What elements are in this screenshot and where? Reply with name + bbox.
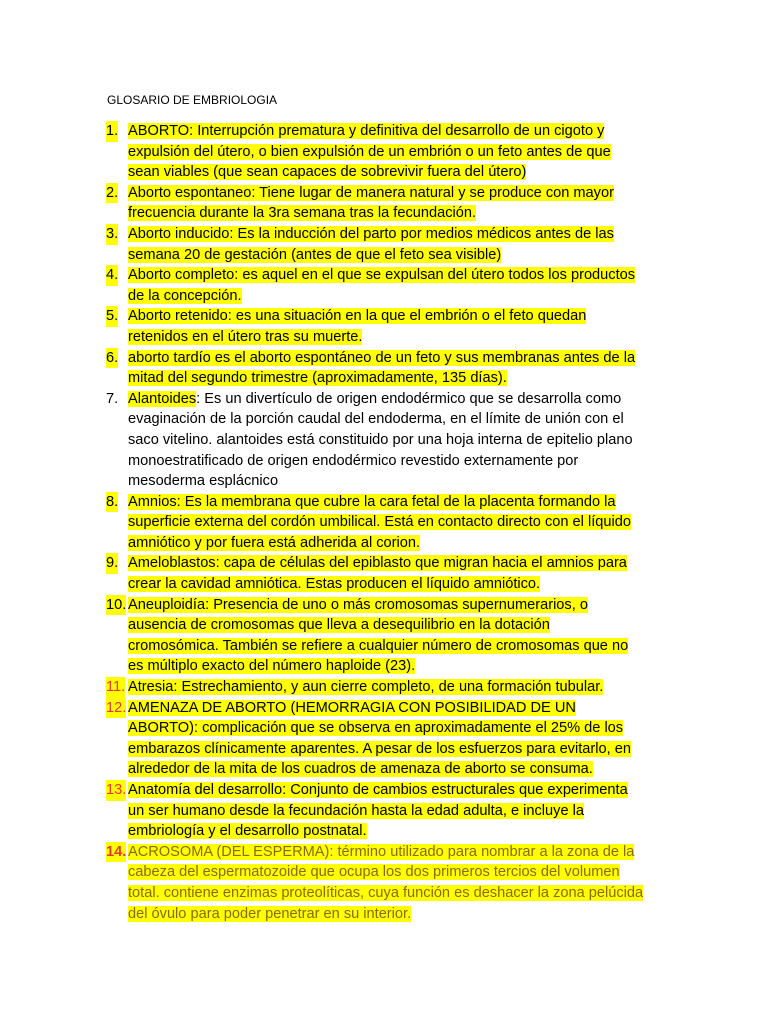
entry-text: ACROSOMA (DEL ESPERMA): término utilizado para nombrar a la zona de la [128, 843, 635, 860]
glossary-entry [106, 595, 666, 677]
entry-number: 13. [106, 780, 126, 801]
entry-line [128, 368, 666, 389]
entry-text: un ser humano desde la fecundación hasta la edad adulta, e incluye la [128, 802, 584, 819]
glossary-entry [106, 780, 666, 842]
entry-line [128, 492, 666, 513]
entry-number: 9. [106, 553, 118, 574]
entry-line [128, 636, 666, 657]
entry-text: frecuencia durante la 3ra semana tras la fecundación. [128, 205, 477, 222]
entry-text: cabeza del espermatozoide que ocupa los dos primeros tercios del volumen [128, 864, 620, 881]
glossary-list [106, 121, 666, 924]
entry-text: Aborto inducido: Es la inducción del parto por medios médicos antes de las [128, 225, 614, 242]
entry-number: 8. [106, 492, 118, 513]
entry-text: Atresia: Estrechamiento, y aun cierre completo, de una formación tubular. [128, 679, 604, 696]
entry-line [128, 142, 666, 163]
entry-number: 14. [106, 842, 126, 863]
entry-line [128, 801, 666, 822]
entry-text: del óvulo para poder penetrar en su interior. [128, 905, 412, 922]
entry-line [128, 698, 666, 719]
entry-text: AMENAZA DE ABORTO (HEMORRAGIA CON POSIBILIDAD DE UN [128, 699, 576, 716]
entry-text: semana 20 de gestación (antes de que el feto sea visible) [128, 246, 502, 263]
entry-text: monoestratificado de origen endodérmico revestido externamente por [128, 452, 579, 469]
glossary-entry [106, 553, 666, 594]
entry-text: Aneuploidía: Presencia de uno o más cromosomas supernumerarios, o [128, 596, 588, 613]
entry-text: ABORTO): complicación que se observa en aproximadamente el 25% de los [128, 720, 624, 737]
glossary-entry [106, 265, 666, 306]
document-title: GLOSARIO DE EMBRIOLOGIA [107, 93, 278, 107]
entry-line [128, 656, 666, 677]
entry-line [128, 348, 666, 369]
entry-number: 3. [106, 224, 118, 245]
entry-text: expulsión del útero, o bien expulsión de un embrión o un feto antes de que [128, 143, 611, 160]
glossary-entry [106, 224, 666, 265]
entry-text: Alantoides: Es un divertículo de origen endodérmico que se desarrolla como [128, 390, 622, 407]
entry-text: evaginación de la porción caudal del endoderma, en el límite de unión con el [128, 411, 624, 428]
glossary-entry [106, 698, 666, 780]
entry-line [128, 203, 666, 224]
entry-line [128, 739, 666, 760]
entry-line [128, 574, 666, 595]
entry-line [128, 759, 666, 780]
entry-line [128, 821, 666, 842]
entry-text: amniótico y por fuera está adherida al corion. [128, 534, 421, 551]
entry-text: cromosómica. También se refiere a cualquier número de cromosomas que no [128, 637, 629, 654]
entry-line [128, 430, 666, 451]
entry-text: sean viables (que sean capaces de sobrevivir fuera del útero) [128, 164, 527, 181]
entry-text: de la concepción. [128, 287, 242, 304]
entry-line [128, 677, 666, 698]
entry-text: ausencia de cromosomas que lleva a desequilibrio en la dotación [128, 617, 550, 634]
entry-number: 2. [106, 183, 118, 204]
entry-line [128, 780, 666, 801]
glossary-entry [106, 183, 666, 224]
entry-line [128, 183, 666, 204]
entry-line [128, 451, 666, 472]
entry-line [128, 553, 666, 574]
glossary-entry [106, 348, 666, 389]
entry-text: retenidos en el útero tras su muerte. [128, 328, 363, 345]
entry-line [128, 904, 666, 925]
entry-text: total. contiene enzimas proteolíticas, cuya función es deshacer la zona pelúcida [128, 884, 644, 901]
entry-line [128, 245, 666, 266]
entry-line [128, 862, 666, 883]
entry-line [128, 409, 666, 430]
entry-line [128, 306, 666, 327]
entry-text: es múltiplo exacto del número haploide (23). [128, 658, 416, 675]
glossary-entry [106, 677, 666, 698]
entry-line [128, 327, 666, 348]
glossary-entry [106, 306, 666, 347]
entry-line [128, 512, 666, 533]
entry-text: embarazos clínicamente aparentes. A pesar de los esfuerzos para evitarlo, en [128, 740, 631, 757]
glossary-entry [106, 121, 666, 183]
entry-text: Anatomía del desarrollo: Conjunto de cambios estructurales que experimenta [128, 782, 628, 798]
entry-line [128, 286, 666, 307]
entry-text: saco vitelino. alantoides está constituido por una hoja interna de epitelio plano [128, 431, 633, 448]
entry-text: mesoderma esplácnico [128, 473, 279, 490]
entry-text: Ameloblastos: capa de células del epiblasto que migran hacia el amnios para [128, 555, 627, 572]
entry-number: 7. [106, 390, 119, 407]
glossary-entry [106, 389, 666, 492]
entry-number: 12. [106, 698, 126, 719]
entry-text: Aborto completo: es aquel en el que se expulsan del útero todos los productos [128, 267, 636, 284]
entry-text: ABORTO: Interrupción prematura y definitiva del desarrollo de un cigoto y [128, 123, 605, 139]
entry-line [128, 471, 666, 492]
entry-number: 10. [106, 595, 126, 616]
entry-line [128, 533, 666, 554]
entry-text: aborto tardío es el aborto espontáneo de un feto y sus membranas antes de la [128, 349, 636, 366]
entry-text: embriología y el desarrollo postnatal. [128, 823, 367, 840]
entry-line [128, 883, 666, 904]
entry-text: Aborto espontaneo: Tiene lugar de manera natural y se produce con mayor [128, 184, 614, 201]
entry-line [128, 718, 666, 739]
entry-line [128, 615, 666, 636]
entry-text: Aborto retenido: es una situación en la que el embrión o el feto quedan [128, 308, 587, 325]
entry-number: 5. [106, 306, 118, 327]
entry-line [128, 121, 666, 142]
entry-number: 6. [106, 348, 118, 369]
entry-number: 1. [106, 121, 118, 142]
entry-line [128, 389, 666, 410]
glossary-entry [106, 492, 666, 554]
entry-line [128, 162, 666, 183]
entry-line [128, 842, 666, 863]
entry-text: alrededor de la mita de los cuadros de amenaza de aborto se consuma. [128, 761, 593, 778]
entry-line [128, 595, 666, 616]
entry-text: Amnios: Es la membrana que cubre la cara fetal de la placenta formando la [128, 493, 616, 510]
entry-line [128, 224, 666, 245]
entry-number: 4. [106, 265, 118, 286]
entry-text: mitad del segundo trimestre (aproximadamente, 135 días). [128, 370, 507, 387]
entry-line [128, 265, 666, 286]
entry-text: crear la cavidad amniótica. Estas producen el líquido amniótico. [128, 576, 541, 593]
entry-number: 11. [106, 677, 125, 698]
entry-text: superficie externa del cordón umbilical. Está en contacto directo con el líquido [128, 514, 631, 531]
glossary-entry [106, 842, 666, 924]
